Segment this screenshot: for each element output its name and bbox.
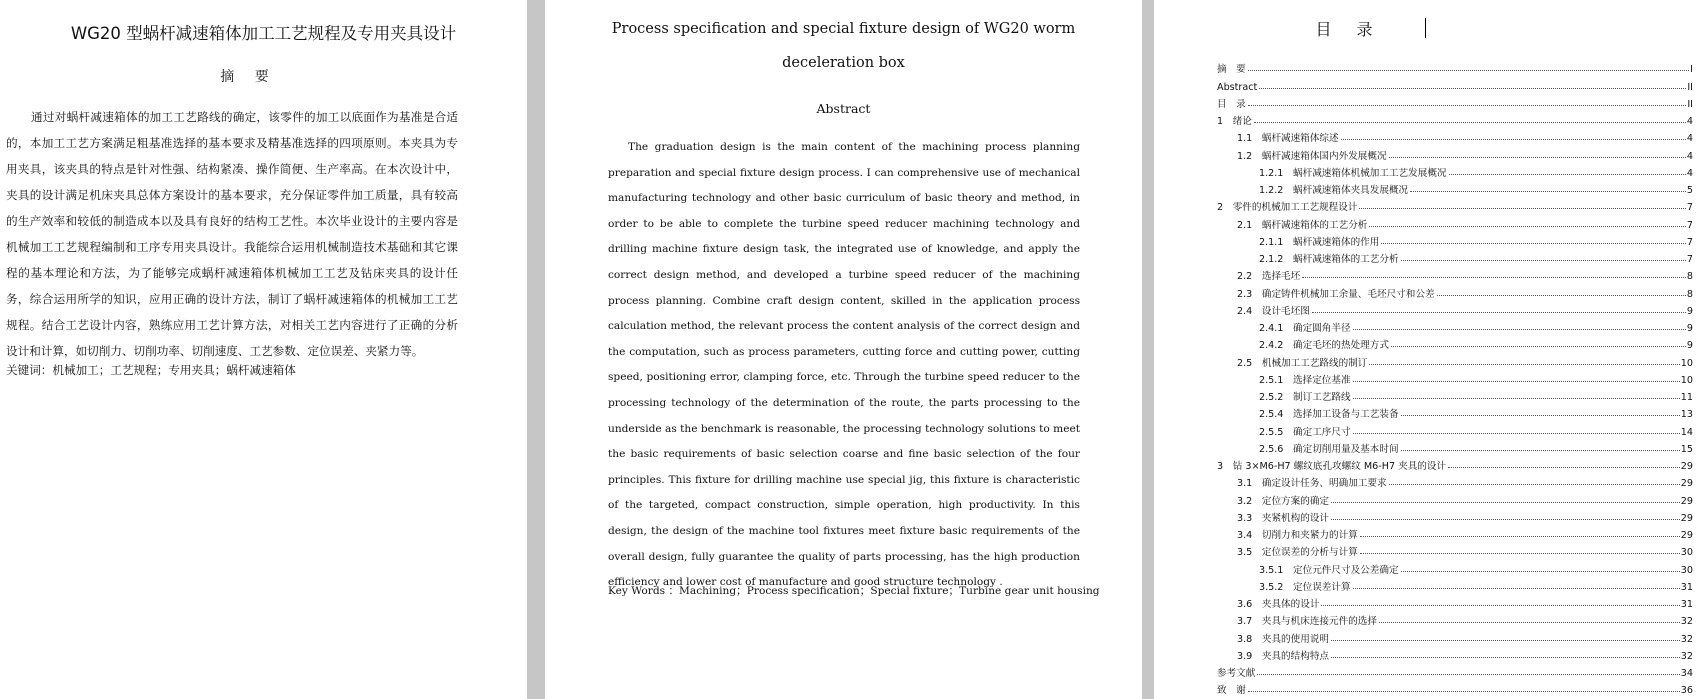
toc-entry[interactable] bbox=[1217, 231, 1693, 248]
toc-entry-label: 1.2.1 蜗杆减速箱体机械加工工艺发展概况 bbox=[1259, 167, 1447, 179]
abstract-body: 通过对蜗杆减速箱体的加工工艺路线的确定，该零件的加工以底面作为基准是合适的，本加工工艺方案满足粗基准选择的基本要求及精基准选择的四项原则。本夹具为专用夹具，该夹具的特点是针对性强、结构紧凑、操作简便、生产率高。在本次设计中，夹具的设计满足机床夹具总体方案设计的基本要求，充分保证零件加工质量，具有较高的生产效率和较低的制造成本以及具有良好的结构工艺性。本次毕业设计的主要内容是机械加工工艺规程编制和工序专用夹具设计。我能综合运用机械制造技术基础和其它课程的基本理论和方法，为了能够完成蜗杆减速箱体机械加工工艺及钻床夹具的设计任务，综合运用所学的知识，应用正确的设计方法，制订了蜗杆减速箱体的机械加工工艺规程。结合工艺设计内容，熟练应用工艺计算方法，对相关工艺内容进行了正确的分析设计和计算，如切削力、切削功率、切削速度、工艺参数、定位误差、夹紧力等。 bbox=[6, 110, 458, 358]
toc-entry-page: 7 bbox=[1686, 236, 1693, 248]
toc-entry-label: 致 谢 bbox=[1217, 685, 1246, 697]
toc-leader-dots bbox=[1437, 295, 1686, 296]
toc-entry-page: II bbox=[1687, 98, 1693, 110]
toc-entry[interactable] bbox=[1217, 679, 1693, 696]
toc-leader-dots bbox=[1369, 364, 1679, 365]
toc-entry[interactable] bbox=[1217, 317, 1693, 334]
text-cursor bbox=[1425, 18, 1426, 38]
toc-entry-page: 13 bbox=[1680, 409, 1693, 421]
toc-leader-dots bbox=[1248, 691, 1680, 692]
toc-entry-label: 2.5 机械加工工艺路线的制订 bbox=[1237, 357, 1368, 369]
toc-entry-page: 5 bbox=[1686, 185, 1693, 196]
toc-leader-dots bbox=[1331, 640, 1680, 641]
toc-entry-label: 2.1.2 蜗杆减速箱体的工艺分析 bbox=[1259, 254, 1399, 265]
toc-entry-label: 3.3 夹紧机构的设计 bbox=[1237, 512, 1330, 524]
toc-entry-page: I bbox=[1690, 64, 1693, 76]
toc-leader-dots bbox=[1449, 174, 1686, 175]
toc-leader-dots bbox=[1360, 553, 1680, 554]
toc-entry[interactable] bbox=[1217, 420, 1693, 437]
toc-entry[interactable] bbox=[1217, 593, 1693, 610]
toc-leader-dots bbox=[1401, 415, 1680, 416]
toc-entry[interactable] bbox=[1217, 179, 1693, 196]
toc-entry-page: 29 bbox=[1680, 461, 1693, 472]
toc-entry-page: 31 bbox=[1680, 581, 1693, 593]
toc-entry-page: 9 bbox=[1686, 305, 1693, 317]
toc-entry[interactable] bbox=[1217, 351, 1693, 368]
toc-leader-dots bbox=[1257, 674, 1679, 675]
toc-entry-label: 1 绪论 bbox=[1217, 116, 1252, 127]
toc-entry-label: 2.5.5 确定工序尺寸 bbox=[1259, 426, 1351, 438]
toc-entry-label: 摘 要 bbox=[1217, 64, 1246, 76]
toc-entry-page: 8 bbox=[1686, 271, 1693, 283]
keywords: 关键词：机械加工；工艺规程；专用夹具；蜗杆减速箱体 bbox=[6, 363, 296, 377]
chinese-abstract-page bbox=[0, 0, 527, 699]
page-gutter bbox=[1142, 0, 1154, 699]
toc-entry-label: 2.1 蜗杆减速箱体的工艺分析 bbox=[1237, 219, 1368, 231]
toc-entry[interactable] bbox=[1217, 455, 1693, 472]
toc-leader-dots bbox=[1331, 657, 1680, 658]
toc-entry-page: 30 bbox=[1680, 547, 1693, 559]
toc-entry-label: 1.1 蜗杆减速箱体综述 bbox=[1237, 133, 1339, 145]
toc-entry-page: 29 bbox=[1680, 512, 1693, 524]
toc-entry-label: 3.5 定位误差的分析与计算 bbox=[1237, 547, 1358, 559]
toc-entry-label: 3.6 夹具体的设计 bbox=[1237, 599, 1320, 610]
toc-entry-label: 3.7 夹具与机床连接元件的选择 bbox=[1237, 616, 1377, 628]
toc-entry-label: 2.4 设计毛坯图 bbox=[1237, 305, 1310, 317]
toc-leader-dots bbox=[1391, 346, 1686, 347]
toc-entry-label: 3.2 定位方案的确定 bbox=[1237, 495, 1330, 507]
toc-entry-label: 2.5.6 确定切削用量及基本时间 bbox=[1259, 443, 1399, 455]
toc-entry-label: 2.1.1 蜗杆减速箱体的作用 bbox=[1259, 236, 1380, 248]
toc-entry[interactable] bbox=[1217, 662, 1693, 679]
toc-entry-page: II bbox=[1687, 81, 1693, 93]
toc-leader-dots bbox=[1312, 312, 1686, 313]
toc-entry[interactable] bbox=[1217, 300, 1693, 317]
toc-entry-page: 7 bbox=[1686, 254, 1693, 265]
toc-leader-dots bbox=[1401, 260, 1686, 261]
toc-leader-dots bbox=[1401, 450, 1680, 451]
toc-entry-label: 3.8 夹具的使用说明 bbox=[1237, 633, 1330, 645]
toc-entry-page: 7 bbox=[1686, 202, 1693, 214]
toc-leader-dots bbox=[1389, 484, 1680, 485]
abstract-body: The graduation design is the main content of the machining process planning preparation and special fixture design process. I can comprehensive use of mechanical manufacturing technology and other basic curriculum of basic theory and method, in order to be able to complete the turbine speed reducer machining technology and drilling machine fixture design task, the integrated use of knowledge, and apply the correct design method, and developed a turbine speed reducer of the machining process planning. Combine craft design content, skilled in the application process calculation method, the relevant process the content analysis of the correct design and the computation, such as process parameters, cutting force and cutting power, cutting speed, positioning error, clamping force, etc. Through the turbine speed reducer to the processing technology of the determination of the route, the parts processing to the underside as the benchmark is reasonable, the processing technology solutions to meet the basic requirements of basic selection coarse and fine basic selection of the four principles. This fixture for drilling machine use special jig, this fixture is characteristic of the targeted, compact construction, simple operation, high productivity. In this design, the design of the machine tool fixtures meet fixture basic requirements of the overall design, fully guarantee the quality of parts processing, has the high production efficiency and lower cost of manufacture and good structure technology . bbox=[608, 141, 1080, 589]
toc-list bbox=[1217, 58, 1693, 696]
toc-entry[interactable] bbox=[1217, 489, 1693, 506]
page-gutter bbox=[527, 0, 545, 699]
toc-leader-dots bbox=[1248, 70, 1689, 71]
toc-entry-label: 目 录 bbox=[1217, 98, 1246, 110]
toc-entry-label: 1.2 蜗杆减速箱体国内外发展概况 bbox=[1237, 150, 1387, 162]
toc-entry[interactable] bbox=[1217, 75, 1693, 92]
toc-leader-dots bbox=[1359, 208, 1685, 209]
toc-entry-label: 2.3 确定铸件机械加工余量、毛坯尺寸和公差 bbox=[1237, 288, 1435, 300]
toc-leader-dots bbox=[1353, 398, 1680, 399]
toc-entry-page: 31 bbox=[1680, 599, 1693, 610]
toc-leader-dots bbox=[1353, 329, 1686, 330]
toc-leader-dots bbox=[1410, 191, 1686, 192]
toc-entry-page: 7 bbox=[1686, 219, 1693, 231]
toc-entry[interactable] bbox=[1217, 627, 1693, 644]
toc-entry[interactable] bbox=[1217, 438, 1693, 455]
toc-entry-page: 11 bbox=[1680, 392, 1693, 403]
toc-leader-dots bbox=[1389, 157, 1686, 158]
toc-entry[interactable] bbox=[1217, 576, 1693, 593]
toc-entry-label: 3.5.1 定位元件尺寸及公差确定 bbox=[1259, 564, 1399, 576]
toc-entry[interactable] bbox=[1217, 645, 1693, 662]
page-title-line-1: Process specification and special fixture design of WG20 worm bbox=[611, 21, 1076, 37]
toc-leader-dots bbox=[1360, 536, 1680, 537]
toc-entry[interactable] bbox=[1217, 144, 1693, 161]
toc-leader-dots bbox=[1353, 588, 1680, 589]
toc-leader-dots bbox=[1341, 139, 1686, 140]
toc-entry-label: 2 零件的机械加工工艺规程设计 bbox=[1217, 202, 1358, 214]
toc-leader-dots bbox=[1401, 571, 1680, 572]
toc-entry[interactable] bbox=[1217, 162, 1693, 179]
toc-leader-dots bbox=[1331, 502, 1680, 503]
toc-entry-label: 3.1 确定设计任务、明确加工要求 bbox=[1237, 478, 1387, 490]
toc-entry[interactable] bbox=[1217, 58, 1693, 75]
toc-entry-page: 15 bbox=[1680, 443, 1693, 455]
toc-entry-page: 9 bbox=[1686, 323, 1693, 334]
toc-entry-page: 8 bbox=[1686, 288, 1693, 300]
toc-entry[interactable] bbox=[1217, 403, 1693, 420]
toc-entry[interactable] bbox=[1217, 248, 1693, 265]
toc-entry[interactable] bbox=[1217, 507, 1693, 524]
toc-entry[interactable] bbox=[1217, 213, 1693, 230]
toc-leader-dots bbox=[1248, 105, 1687, 106]
toc-entry-page: 29 bbox=[1680, 478, 1693, 490]
toc-entry-page: 4 bbox=[1686, 116, 1693, 127]
keywords: Key Words ：Machining；Process specification；Special fixture；Turbine gear unit housing bbox=[608, 585, 1100, 597]
toc-entry-page: 32 bbox=[1680, 633, 1693, 645]
toc-entry-label: 3.9 夹具的结构特点 bbox=[1237, 650, 1330, 662]
toc-leader-dots bbox=[1254, 122, 1686, 123]
toc-leader-dots bbox=[1369, 226, 1686, 227]
toc-entry[interactable] bbox=[1217, 472, 1693, 489]
toc-entry-label: 3.5.2 定位误差计算 bbox=[1259, 581, 1351, 593]
toc-entry-label: 参考文献 bbox=[1217, 668, 1256, 679]
toc-leader-dots bbox=[1379, 622, 1680, 623]
toc-entry[interactable] bbox=[1217, 93, 1693, 110]
toc-entry[interactable] bbox=[1217, 386, 1693, 403]
abstract-heading: 摘 要 bbox=[220, 69, 277, 85]
toc-entry-page: 10 bbox=[1680, 357, 1693, 369]
toc-entry-page: 32 bbox=[1680, 616, 1693, 628]
english-abstract-page bbox=[545, 0, 1142, 699]
toc-entry-page: 4 bbox=[1686, 133, 1693, 145]
toc-entry-page: 30 bbox=[1680, 564, 1693, 576]
toc-entry-page: 29 bbox=[1680, 495, 1693, 507]
toc-entry-label: 3 钻 3×M6-H7 螺纹底孔攻螺纹 M6-H7 夹具的设计 bbox=[1217, 461, 1447, 472]
toc-entry-label: Abstract bbox=[1217, 81, 1258, 93]
toc-entry[interactable] bbox=[1217, 110, 1693, 127]
page-title: WG20 型蜗杆减速箱体加工工艺规程及专用夹具设计 bbox=[70, 24, 457, 43]
toc-entry[interactable] bbox=[1217, 196, 1693, 213]
toc-entry-label: 2.4.2 确定毛坯的热处理方式 bbox=[1259, 340, 1389, 352]
toc-title: 目 录 bbox=[1315, 20, 1383, 39]
toc-entry-page: 10 bbox=[1680, 374, 1693, 386]
toc-entry-label: 2.2 选择毛坯 bbox=[1237, 271, 1301, 283]
toc-entry[interactable] bbox=[1217, 265, 1693, 282]
toc-entry-label: 1.2.2 蜗杆减速箱体夹具发展概况 bbox=[1259, 185, 1409, 196]
toc-leader-dots bbox=[1331, 519, 1680, 520]
toc-entry-page: 4 bbox=[1686, 167, 1693, 179]
toc-entry-page: 29 bbox=[1680, 530, 1693, 541]
toc-entry-label: 3.4 切削力和夹紧力的计算 bbox=[1237, 530, 1358, 541]
toc-entry-label: 2.5.1 选择定位基准 bbox=[1259, 374, 1351, 386]
toc-entry[interactable] bbox=[1217, 369, 1693, 386]
toc-leader-dots bbox=[1381, 243, 1686, 244]
toc-entry-page: 4 bbox=[1686, 150, 1693, 162]
toc-leader-dots bbox=[1259, 88, 1686, 89]
toc-leader-dots bbox=[1302, 277, 1686, 278]
toc-entry-page: 34 bbox=[1680, 668, 1693, 679]
toc-entry-label: 2.5.4 选择加工设备与工艺装备 bbox=[1259, 409, 1399, 421]
toc-entry[interactable] bbox=[1217, 282, 1693, 299]
toc-leader-dots bbox=[1448, 467, 1680, 468]
toc-leader-dots bbox=[1321, 605, 1679, 606]
toc-entry[interactable] bbox=[1217, 610, 1693, 627]
toc-entry-label: 2.4.1 确定圆角半径 bbox=[1259, 323, 1351, 334]
toc-entry-page: 32 bbox=[1680, 650, 1693, 662]
toc-entry-page: 14 bbox=[1680, 426, 1693, 438]
toc-entry[interactable] bbox=[1217, 524, 1693, 541]
toc-entry[interactable] bbox=[1217, 558, 1693, 575]
abstract-heading: Abstract bbox=[816, 101, 871, 116]
toc-entry-page: 36 bbox=[1680, 685, 1693, 697]
toc-entry[interactable] bbox=[1217, 541, 1693, 558]
page-title-line-2: deceleration box bbox=[782, 55, 905, 71]
toc-entry[interactable] bbox=[1217, 127, 1693, 144]
toc-entry-label: 2.5.2 制订工艺路线 bbox=[1259, 392, 1351, 403]
toc-leader-dots bbox=[1353, 381, 1680, 382]
toc-entry-page: 9 bbox=[1686, 340, 1693, 352]
toc-entry[interactable] bbox=[1217, 334, 1693, 351]
toc-leader-dots bbox=[1353, 433, 1680, 434]
toc-page bbox=[1154, 0, 1703, 699]
